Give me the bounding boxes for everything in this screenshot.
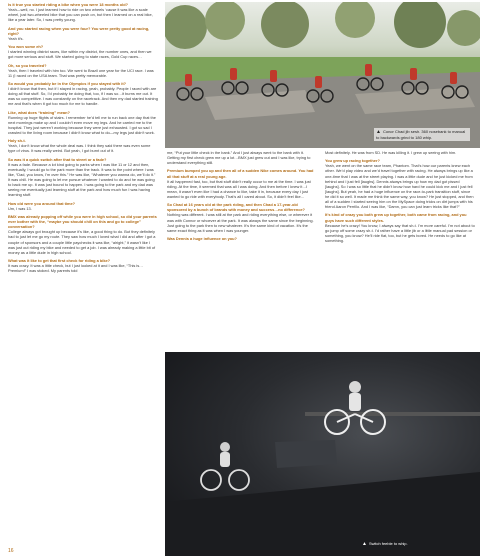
interview-answer: College always got brought up because it’s like, a good thing to do. But they definitely had to just let me go my route. They saw how much I loved what I did and after I got a couple of sponsors and a couple little paychecks it was like, “alright,” it wasn’t like I was just out riding my bike and needed to get a job. I was already making a little bit of money as a little dude in high school.: [8, 229, 156, 255]
interview-question: How old were you around that time?: [8, 200, 76, 206]
bottom-photo-caption-text: Switch feeble to whip.: [368, 541, 408, 546]
interview-answer: Yeah—well, no. I just learned how to ride on two wheels ‘cause it was like a scale wheel, just two-wheeled bike that you can push on, but then I learned on a real bike, like a year later. So, I was pretty young.: [8, 7, 153, 23]
interview-column-right: [325, 150, 475, 350]
interview-question: Like, what does “training” mean?: [8, 109, 70, 115]
page-number: 16: [8, 548, 14, 554]
interview-question: So was it a quick switch after that to street or a fade?: [8, 156, 107, 162]
interview-question: What was it like to get that first check for riding a bike?: [8, 258, 111, 263]
top-photo-caption-text: Conor Chad jib sesh. 360 nosebank to manual to backwards grind to 180 whip.: [376, 129, 466, 140]
interview-answer: I didn’t know that then, but if I stayed in racing, yeah, probably. People I raced with are doing all that stuff. So, I’d probably be doing that, too, if I was so…it burns me out. It was so competitive. I was constantly on the racetrack. And then my dad started training me and that’s when it got too much for me to handle.: [8, 86, 158, 107]
bottom-photo-caption: [362, 541, 472, 547]
interview-answer: Because he’s crazy! You know, I always say that sh-t. I’m more careful. I’m not about to go jump off some crazy sh-t. I’d rather have a little jib or a little manual pad session or something, you know? He’ll ride flat, too, but he gets bored. He needs to go like at something.: [325, 222, 475, 243]
interview-column-left: [8, 2, 158, 552]
interview-question: Was Dennis a huge influence on you?: [167, 235, 237, 241]
interview-question: So Chad at 16 years old at the park riding, and then Chad a 17-year-old sponsored by a bunch of brands with money and success…no difference?: [167, 202, 305, 213]
interview-question: And you started racing when you were four? You were pretty good at racing, right?: [8, 25, 150, 36]
interview-answer: Yeah, then I traveled with him too. We went to Brazil one year for the UCI race. I was 11 (I raced on the USA team. That was pretty memorable.: [8, 67, 154, 78]
interview-question: You won some eh?: [8, 44, 44, 50]
interview-question: Is it true you started riding a bike when you were 18 months old?: [8, 2, 128, 7]
interview-answer: I started winning district races, like within my district, the number ones, and then we got more serious and stuff. We started going to state races, Gold Cup races…: [8, 49, 152, 60]
camera-icon: ▲: [362, 541, 367, 547]
interview-question: It’s kind of crazy you both grew up together, both came from racing, and you guys have such different styles.: [325, 212, 467, 223]
interview-answer: Nothing was different. I was still at the park and riding everything else, or wherever it was with Connor or whoever at the park. It was always the same since the beginning. Just going to the park then to new whatever. It’s the same kind of vacation. It’s the same exact thing as it was when I was younger.: [167, 212, 314, 233]
interview-answer: Yeah it’s.: [8, 35, 24, 41]
interview-answer: Um, I was 13.: [8, 205, 32, 211]
group-riding-photo: [165, 2, 480, 148]
interview-question: Oh, so you traveled?: [8, 62, 47, 68]
interview-question: Holy sh-t.: [8, 138, 26, 144]
interview-question: Premium bumped you up and then all of a sudden Nike comes around. You had all that stuff at a real young age.: [167, 168, 314, 179]
night-trick-illustration: [165, 352, 480, 556]
interview-question: So would you probably be in the Olympics if you stayed with it?: [8, 80, 127, 86]
interview-answer: It was crazy. It was a little check, but I just looked at it and I was like, “This is…Premium!” I was stoked. My parents told: [8, 263, 144, 274]
interview-answer: It was a fade. Because a lot kind going to parks when I was like 11 or 12 and then, eventually, I would go to the park more than the track. It was to the point where I was like, “Dad, you know, I’m over this.” He was like, “Whatever you wanna do, we’ll do it.” It was chill. He was going to let me pursue whatever I wanted to do and he was going to back me up. It was just bound to happen. I was going to the park and my dad was seeing me eventually just learning stuff at the park and how much fun I was having learning stuff.: [8, 161, 156, 198]
top-photo-caption: [374, 128, 470, 141]
interview-answer: Most definitely. He was from SD. He was killing it. I grew up seeing with him.: [325, 150, 457, 155]
interview-answer: Yeah, I don’t know what the whole deal was. I think they said there was even some type of virus. It was really weird. But yeah, I got burnt out of it.: [8, 143, 151, 154]
interview-column-middle: [167, 150, 317, 350]
camera-icon: ▲: [376, 129, 381, 135]
night-trick-photo: [165, 352, 480, 556]
interview-question: BMX was already popping off while you were in high school, so did your parents ever bother with the, “maybe you should chill on this and go to college” conversation?: [8, 214, 157, 230]
group-riding-illustration: [165, 2, 480, 148]
interview-answer: Yeah, we went on the same race team, Phantom. That’s how our parents knew each other. We’d play video and we’d travel together with racing. He always brings up like a one-time that I was at the street playing. I was a little dude and he just kicked me from behind and I just fell [laughs]. Dennis always brings up how my dad got pissed [laughs]. So I was so little that he didn’t know how hard he could kick me and I just fell [laughs]. But yeah, he had a huge influence on the race-to-park transition stuff, since he did it so well. It made me think the same way, you know? He just stopped, and then all of a sudden I started seeing him on the MySpace doing tricks on dirt jumps with his friend Aaron Perrillo. And I was like, “Damn, you can just learn tricks like that?”: [325, 163, 474, 210]
interview-answer: It all happened fast, too, but that stuff didn’t really occur to me at the time. I was just riding. At the time, it seemed that was all I was doing. And then before I knew it…I mean, it wasn’t even like I had a chance to like, take it in, because every day I just wanted to go ride with everybody. That’s all I cared about. So, it didn’t feel like…: [167, 178, 311, 199]
interview-answer: me, “Put your little check in the bank.” And I just always went to the bank with it. Getting my first check grew me up a lot…BMX just grew out and I was like, trying to understand everything still.: [167, 150, 311, 166]
interview-question: You grew up racing together?: [325, 158, 380, 164]
interview-answer: Running up huge flights of stairs. I remember he’d tell me to run back one day that the next mornings make up and I couldn’t even move my legs. And he carried me to the hospital. They just weren’t working because they were just exhausted. I got so sad I crawled to the living room because I didn’t know what to do—my legs just didn’t work.: [8, 114, 156, 135]
